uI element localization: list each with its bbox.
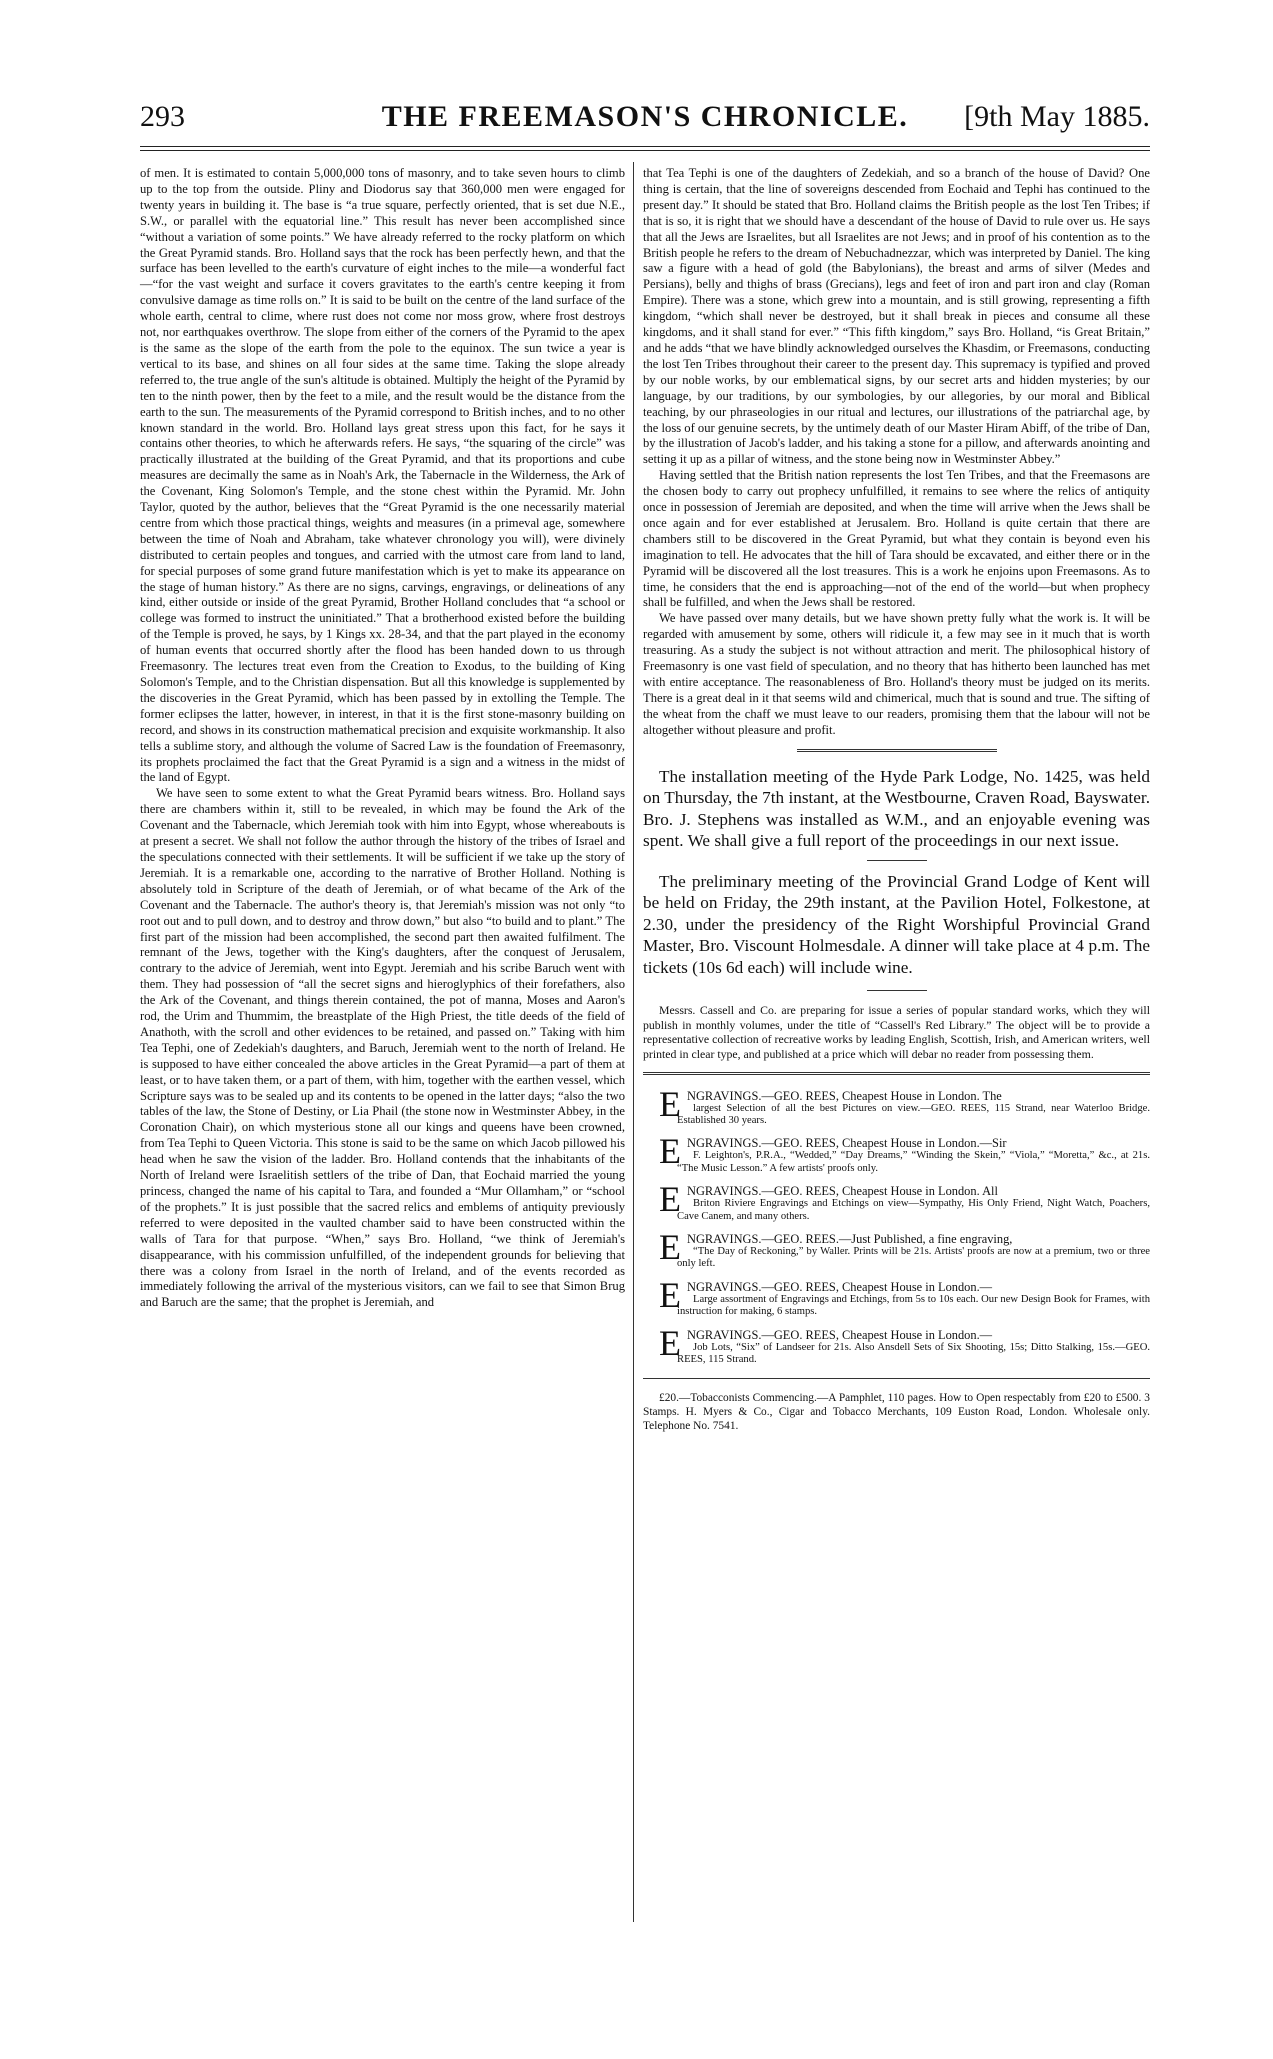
section-separator: [797, 749, 997, 752]
ad-engravings: [643, 1226, 1150, 1271]
article-paragraph: We have passed over many details, but we have shown pretty fully what the work is. It will be regarded with amusement by some, others will ridicule it, a few may see in it much that is worth treasuring. As a study the subject is not without attraction and merit. The philosophical history of Freemasonry is one vast field of speculation, and no theory that has hitherto been launched has met with entire acceptance. The reasonableness of Bro. Holland's theory must be judged on its merits. There is a great deal in it that seems wild and chimerical, much that is sound and true. The sifting of the wheat from the chaff we must leave to our readers, promising them that the labour will not be altogether without pleasure and profit.: [643, 611, 1150, 737]
ad-detail: “The Day of Reckoning,” by Waller. Prints will be 21s. Artists' proofs are now at a premium, two or three only left.: [677, 1245, 1150, 1270]
notice-separator: [867, 990, 927, 991]
advertisement-rule: [643, 1072, 1150, 1075]
masthead-rule-lower: [140, 150, 1150, 151]
ad-detail: largest Selection of all the best Pictures on view.—GEO. REES, 115 Strand, near Waterloo Bridge. Established 30 years.: [677, 1102, 1150, 1126]
article-paragraph: We have seen to some extent to what the Great Pyramid bears witness. Bro. Holland says there are chambers within it, still to be revealed, in which may be found the Ark of the Covenant and the Tabernacle, which Jeremiah took with him into Egypt, whose whereabouts is at present a secret. We shall not follow the author through the history of the tribes of Israel and the speculations connected with their settlements. It will be sufficient if we take up the story of Jeremiah. It is a remarkable one, according to the narrative of Brother Holland. Nothing is absolutely told in Scripture of the death of Jeremiah, or of what became of the Ark of the Covenant and the Tabernacle. The author's theory is, that Jeremiah's mission was not only “to root out and to pull down, and to destroy and throw down,” but also “to build and to plant.” The first part of the mission had been accomplished, the second part then awaited fulfilment. The remnant of the Jews, together with the King's daughters, after the conquest of Jerusalem, contrary to the advice of Jeremiah, went into Egypt. Jeremiah and his scribe Baruch went with them. They had possession of “all the secret signs and hieroglyphics of their forefathers, also the Ark of the Covenant, and things therein contained, the pot of manna, Moses and Aaron's rod, the Urim and Thummim, the breastplate of the High Priest, the title deeds of the field of Anathoth, with the scroll and other evidences to be retained, and passed on.” Taking with him Tea Tephi, one of Zedekiah's daughters, and Baruch, Jeremiah went to the north of Ireland. He is supposed to have either concealed the above articles in the Great Pyramid—a part of them at least, or to have taken them, or a part of them, with him, together with the earthen vessel, which Scripture says was to be sealed up and its contents to be opened in the latter days; “also the two tables of the law, the Stone of Destiny, or Lia Phail (the stone now in Westminster Abbey, in the Coronation Chair), on which mysterious stone all our kings and queens have been crowned, from Tea Tephi to Queen Victoria. This stone is said to be the same on which Jacob pillowed his head when he saw the vision of the ladder. Bro. Holland contends that the inhabitants of the North of Ireland were Israelitish settlers of the tribe of Dan, that Eochaid married the young princess, changed the name of his capital to Tara, and founded a “Mur Ollamham,” or “school of the prophets.” It is just possible that the sacred relics and emblems of antiquity previously referred to were deposited in the vaulted chamber said to have been constructed within the walls of Tara for that purpose. “When,” says Bro. Holland, “we think of Jeremiah's disappearance, with his commission unfulfilled, of the independent grounds for believing that there was a colony from Israel in the north of Ireland, and of the events recorded as immediately following the arrival of the mysterious visitors, can we fail to see that Simon Brug and Baruch are the same; that the prophet is Jeremiah, and: [140, 786, 625, 1310]
ad-tobacconists: £20.—Tobacconists Commencing.—A Pamphlet, 110 pages. How to Open respectably from £20 to £500. 3 Stamps. H. Myers & Co., Cigar and Tobacco Merchants, 109 Euston Road, London. Wholesale only. Telephone No. 7541.: [643, 1392, 1150, 1433]
issue-date: [9th May 1885.: [964, 100, 1150, 133]
ad-engravings: [643, 1131, 1150, 1175]
ad-engravings: [643, 1083, 1150, 1128]
advertisement-rule: [643, 1378, 1150, 1379]
notice-cassell: Messrs. Cassell and Co. are preparing for issue a series of popular standard works, which they will publish in monthly volumes, under the title of “Cassell's Red Library.” The object will be to provide a representative collection of recreative works by leading English, Scottish, Irish, and American writers, well printed in clear type, and published at a price which will debar no reader from possessing them.: [643, 1003, 1150, 1061]
drop-cap: E: [659, 1322, 681, 1363]
ad-headline: NGRAVINGS.—GEO. REES, Cheapest House in London.—Sir: [687, 1136, 1007, 1151]
drop-cap: E: [659, 1274, 681, 1315]
page-number: 293: [140, 100, 185, 133]
ad-headline: NGRAVINGS.—GEO. REES, Cheapest House in London.—: [687, 1327, 993, 1342]
drop-cap: E: [659, 1226, 681, 1267]
ad-detail: Large assortment of Engravings and Etchings, from 5s to 10s each. Our new Design Book for Frames, with instruction for making, 6 stamps.: [677, 1293, 1150, 1318]
ad-engravings: [643, 1322, 1150, 1367]
article-paragraph: of men. It is estimated to contain 5,000,000 tons of masonry, and to take seven hours to climb up to the top from the outside. Pliny and Diodorus say that 360,000 men were engaged for twenty years in building it. The base is “a true square, perfectly oriented, that is set due N.E., S.W., or parallel with the equatorial line.” This result has never been accomplished since “without a variation of some points.” We have already referred to the rocky platform on which the Great Pyramid stands. Bro. Holland says that the rock has been perfectly hewn, and that the surface has been levelled to the earth's curvature of eight inches to the mile—a wonderful fact—“for the vast weight and surface it covers gravitates to the earth's centre keeping it from convulsive damage as time rolls on.” It is said to be built on the centre of the land surface of the whole earth, central to clime, where rust does not come nor moss grow, where frost destroys not, nor earthquakes overthrow. The slope from either of the corners of the Pyramid to the apex is the same as the slope of the earth from the pole to the equinox. The sun twice a year is vertical to its base, and shines on all four sides at the same time. Taking the slope already referred to, the true angle of the sun's altitude is obtained. Multiply the height of the Pyramid by ten to the ninth power, then by the feet to a mile, and the result would be the distance from the earth to the sun. The measurements of the Pyramid correspond to British inches, and to no other known standard in the world. Bro. Holland lays great stress upon this fact, for he says it contains other theories, to which he afterwards refers. He says, “the squaring of the circle” was practically illustrated at the building of the Great Pyramid, and that its proportions and cube measures are decimally the same as in Noah's Ark, the Tabernacle in the Wilderness, the Ark of the Covenant, King Solomon's Temple, and the stone chest within the Pyramid. Mr. John Taylor, quoted by the author, believes that the “Great Pyramid is the one necessarily material centre from which those practical things, weights and measures (in a primeval age, somewhere between the time of Noah and Abraham, take whatever chronology you will), were divinely distributed to certain peoples and tongues, and carried with the utmost care from land to land, for special purposes of some grand future manifestation which is yet to make its appearance on the stage of human history.” As there are no signs, carvings, engravings, or delineations of any kind, either outside or inside of the great Pyramid, Brother Holland concludes that “a school or college was formed to instruct the uninitiated.” That a brotherhood existed before the building of the Temple is proved, he says, by 1 Kings xx. 28-34, and that the part played in the economy of human events that occurred shortly after the flood has been handed down to us through Freemasonry. The lectures treat even from the Creation to Exodus, to the building of King Solomon's Temple, and to the Christian dispensation. But all this knowledge is supplemented by the discoveries in the Great Pyramid, which has been passed by in extolling the Temple. The former eclipses the latter, however, in interest, in that it is the first stone-masonry building on record, and shows in its construction mathematical precision and exquisite workmanship. It also tells a sublime story, and although the volume of Sacred Law is the foundation of Freemasonry, its prophets proclaimed the fact that the Great Pyramid is a sign and a witness in the midst of the land of Egypt.: [140, 166, 625, 785]
article-paragraph: that Tea Tephi is one of the daughters of Zedekiah, and so a branch of the house of David? One thing is certain, that the line of sovereigns descended from Eochaid and Tephi has continued to the present day.” It should be stated that Bro. Holland claims the British people as the lost Ten Tribes; if that is so, it is right that we should have a descendant of the house of David to rule over us. He says that all the Jews are Israelites, but all Israelites are not Jews; and in proof of his contention as to the British people he refers to the dream of Nebuchadnezzar, which was interpreted by Daniel. The king saw a figure with a head of gold (the Babylonians), the breast and arms of silver (Medes and Persians), belly and thighs of brass (Grecians), legs and feet of iron and part iron and clay (Roman Empire). There was a stone, which grew into a mountain, and is still growing, representing a fifth kingdom, “which shall never be destroyed, but it shall break in pieces and consume all these kingdoms, and it shall stand for ever.” “This fifth kingdom,” says Bro. Holland, “is Great Britain,” and he adds “that we have blindly acknowledged ourselves the Khasdim, or Freemasons, conducting the lost Ten Tribes throughout their career to the present day. This supremacy is typified and proved by our noble works, by our emblematical signs, by our secret arts and hidden mysteries; by our language, by our traditions, by our symbologies, by our allegories, by our moral and Biblical teaching, by our phraseologies in our ritual and lectures, our illustrations of the patriarchal age, by the loss of our genuine secrets, by the untimely death of our Master Hiram Abiff, of the tribe of Dan, by the illustration of Jacob's ladder, and his taking a stone for a pillow, and afterwards anointing and setting it up as a pillar of witness, and the stone being now in Westminster Abbey.”: [643, 166, 1150, 467]
notice-kent: The preliminary meeting of the Provincial Grand Lodge of Kent will be held on Friday, the 29th instant, at the Pavilion Hotel, Folkestone, at 2.30, under the presidency of the Right Worshipful Provincial Grand Master, Bro. Viscount Holmesdale. A dinner will take place at 4 p.m. The tickets (10s 6d each) will include wine.: [643, 871, 1150, 977]
notice-separator: [867, 860, 927, 861]
ad-detail: Job Lots, “Six” of Landseer for 21s. Also Ansdell Sets of Six Shooting, 15s; Ditto Stalking, 15s.—GEO. REES, 115 Strand.: [677, 1341, 1150, 1365]
ad-headline: NGRAVINGS.—GEO. REES, Cheapest House in London.—: [687, 1279, 993, 1294]
left-column: [140, 166, 625, 1311]
column-divider: [633, 162, 634, 1922]
masthead-rule: [140, 146, 1150, 147]
ad-headline: NGRAVINGS.—GEO. REES, Cheapest House in London. All: [687, 1184, 998, 1199]
drop-cap: E: [659, 1131, 681, 1172]
advertisements: [643, 1083, 1150, 1367]
ad-detail: Briton Riviere Engravings and Etchings on view—Sympathy, His Only Friend, Night Watch, Poachers, Cave Canem, and many others.: [677, 1198, 1150, 1222]
masthead: [140, 100, 1150, 142]
drop-cap: E: [659, 1083, 681, 1124]
ad-headline: NGRAVINGS.—GEO. REES, Cheapest House in London. The: [687, 1088, 1002, 1103]
drop-cap: E: [659, 1179, 681, 1220]
notice-hyde-park: The installation meeting of the Hyde Park Lodge, No. 1425, was held on Thursday, the 7th instant, at the Westbourne, Craven Road, Bayswater. Bro. J. Stephens was installed as W.M., and an enjoyable evening was spent. We shall give a full report of the proceedings in our next issue.: [643, 766, 1150, 851]
right-column: [643, 166, 1150, 1433]
ad-engravings: [643, 1274, 1150, 1319]
article-paragraph: Having settled that the British nation represents the lost Ten Tribes, and that the Freemasons are the chosen body to carry out prophecy unfulfilled, it remains to see where the relics of antiquity once in possession of Jeremiah are deposited, and when the time will arrive when the Jews shall be once again and for ever established at Jerusalem. Bro. Holland is quite certain that there are chambers still to be discovered in the Great Pyramid, but what they contain is beyond even his imagination to tell. He advocates that the hill of Tara should be excavated, and either there or in the Pyramid will be discovered all the lost treasures. This is a work he enjoins upon Freemasons. As to time, he considers that the end is approaching—not of the end of the world—but when prophecy shall be fulfilled, and when the Jews shall be restored.: [643, 468, 1150, 610]
publication-title: THE FREEMASON'S CHRONICLE.: [381, 100, 909, 133]
ad-engravings: [643, 1179, 1150, 1223]
ad-detail: F. Leighton's, P.R.A., “Wedded,” “Day Dreams,” “Winding the Skein,” “Viola,” “Moretta,” &c., at 21s. “The Music Lesson.” A few artists' proofs only.: [677, 1150, 1150, 1174]
ad-headline: NGRAVINGS.—GEO. REES.—Just Published, a fine engraving,: [687, 1231, 1013, 1246]
